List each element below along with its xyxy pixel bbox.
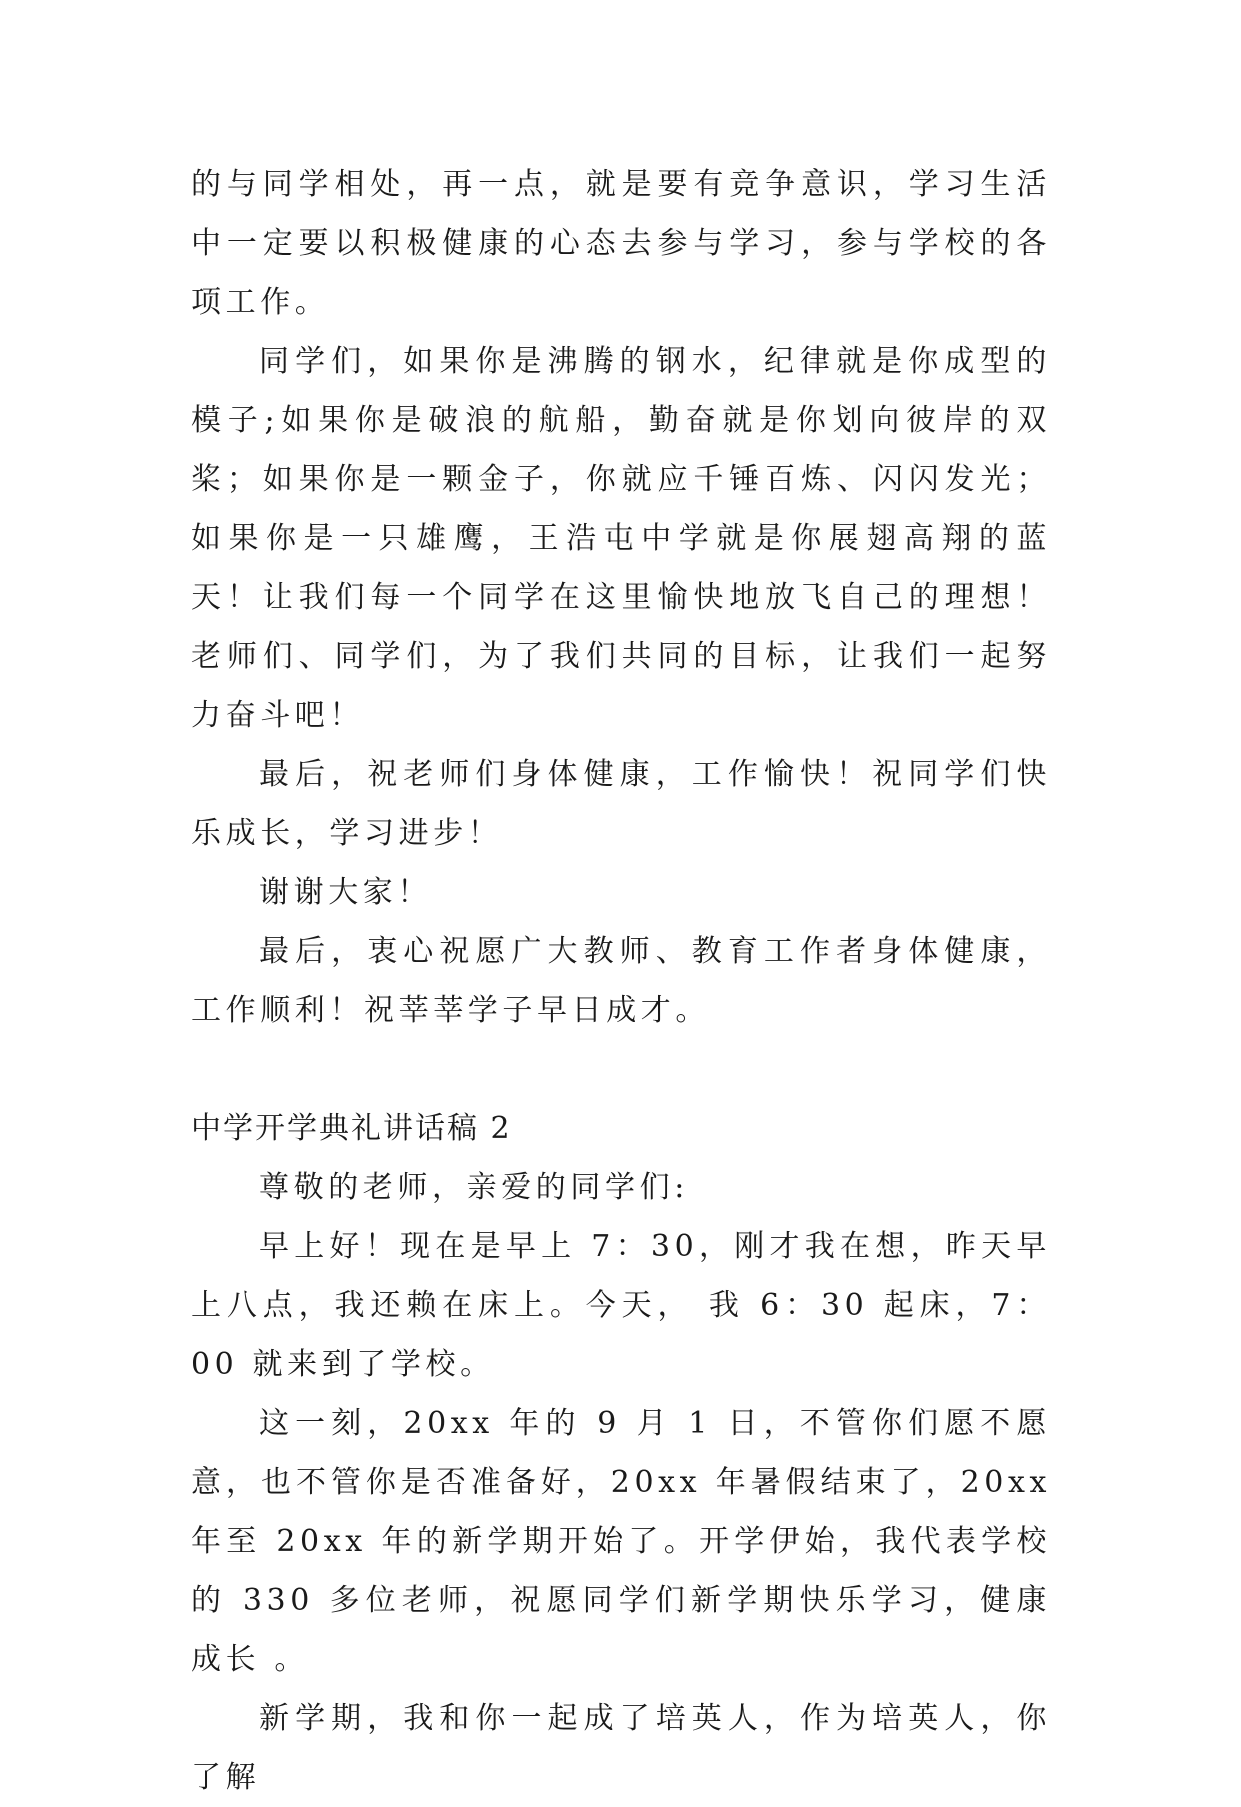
paragraph-peiying: 新学期，我和你一起成了培英人，作为培英人，你了解 [191,1701,1051,1795]
paragraph-thanks: 谢谢大家！ [259,875,432,910]
document-body [191,155,1051,1807]
section-title: 中学开学典礼讲话稿 2 [191,1111,512,1146]
paragraph-greeting: 早上好！现在是早上 7：30，刚才我在想，昨天早上八点，我还赖在床上。今天， 我 6：30 起床，7：00 就来到了学校。 [191,1229,1051,1382]
paragraph-closing: 最后，衷心祝愿广大教师、教育工作者身体健康，工作顺利！祝莘莘学子早日成才。 [191,934,1051,1028]
paragraph-continuation: 的与同学相处，再一点，就是要有竞争意识，学习生活中一定要以积极健康的心态去参与学习，参与学校的各项工作。 [191,167,1051,320]
paragraph-metaphors: 同学们，如果你是沸腾的钢水，纪律就是你成型的模子;如果你是破浪的航船，勤奋就是你划向彼岸的双桨；如果你是一颗金子，你就应千锤百炼、闪闪发光；如果你是一只雄鹰，王浩屯中学就是你展翅高翔的蓝天！让我们每一个同学在这里愉快地放飞自己的理想！老师们、同学们，为了我们共同的目标，让我们一起努力奋斗吧！ [191,344,1051,733]
paragraph-new-term: 这一刻，20xx 年的 9 月 1 日，不管你们愿不愿意，也不管你是否准备好，20xx 年暑假结束了，20xx 年至 20xx 年的新学期开始了。开学伊始，我代表学校的 330 多位老师，祝愿同学们新学期快乐学习，健康成长 。 [191,1406,1051,1677]
section-spacer [191,1040,1051,1099]
paragraph-salutation: 尊敬的老师，亲爱的同学们: [259,1170,689,1205]
paragraph-wishes: 最后，祝老师们身体健康，工作愉快！祝同学们快乐成长，学习进步！ [191,757,1051,851]
